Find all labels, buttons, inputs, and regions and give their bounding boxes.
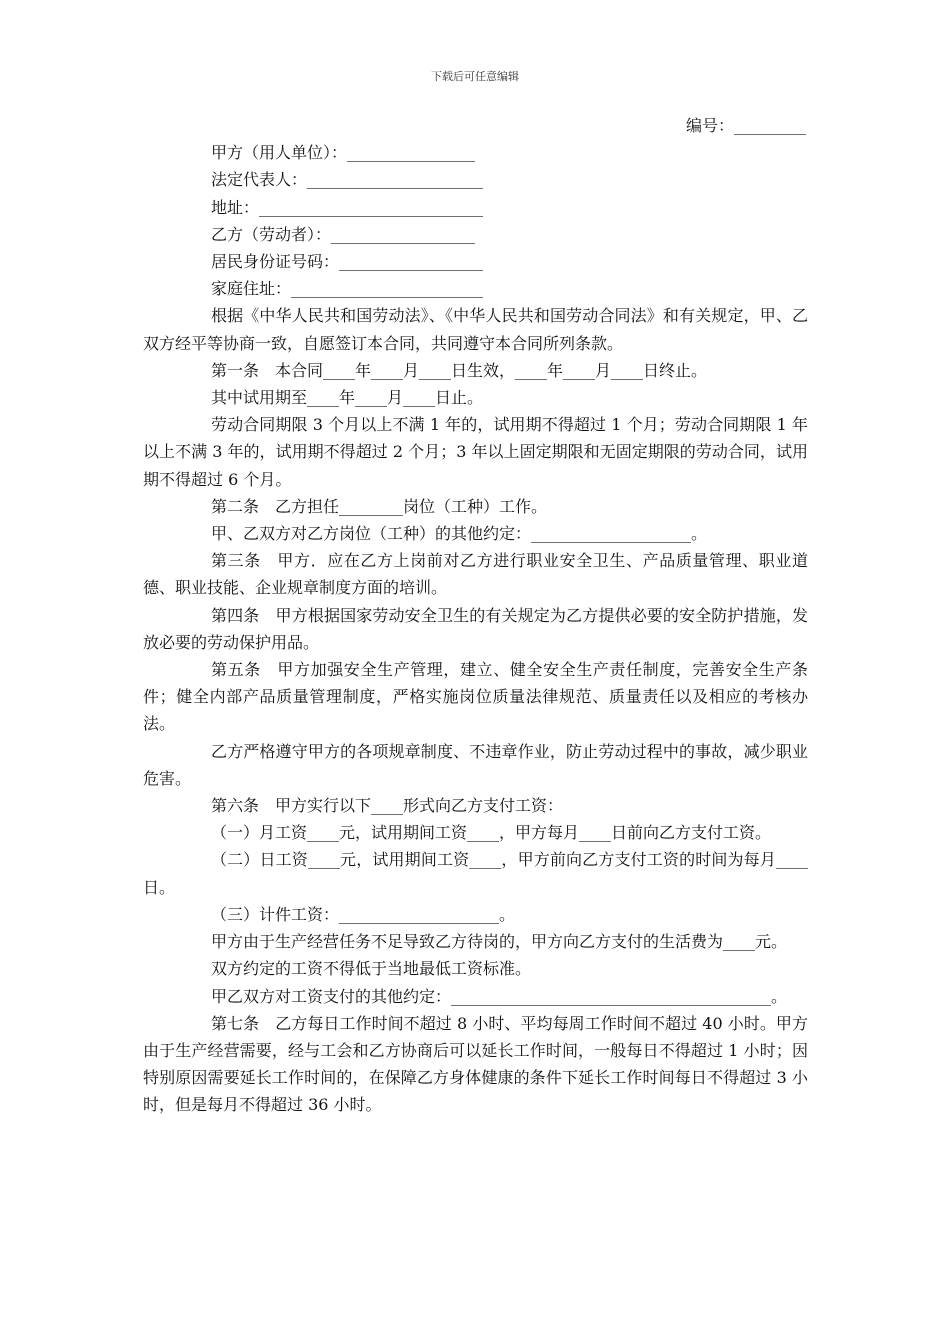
party-b-line: 乙方（劳动者）：__________________ — [211, 224, 476, 244]
paragraph-article-3: 第三条 甲方．应在乙方上岗前对乙方进行职业安全卫生、产品质量管理、职业道德、职业技能、企业规章制度方面的培训。 — [143, 551, 808, 598]
paragraph-monthly-wage: （一）月工资____元，试用期间工资____，甲方每月____日前向乙方支付工资。 — [211, 823, 772, 843]
contract-number: 编号：_________ — [685, 116, 806, 135]
paragraph-piece-wage: （三）计件工资：____________________。 — [211, 904, 516, 924]
paragraph-article-6: 第六条 甲方实行以下____形式向乙方支付工资： — [211, 796, 564, 816]
paragraph-other-wage-agreement: 甲乙双方对工资支付的其他约定：________________________________________。 — [211, 986, 788, 1006]
paragraph-probation: 其中试用期至____年____月____日止。 — [211, 388, 484, 408]
paragraph-article-2: 第二条 乙方担任________岗位（工种）工作。 — [211, 496, 548, 516]
paragraph-minimum-wage: 双方约定的工资不得低于当地最低工资标准。 — [211, 959, 532, 979]
paragraph-party-b-rules: 乙方严格遵守甲方的各项规章制度、不违章作业，防止劳动过程中的事故，减少职业危害。 — [143, 741, 808, 788]
home-address-line: 家庭住址：________________________ — [211, 279, 484, 299]
paragraph-standby-allowance: 甲方由于生产经营任务不足导致乙方待岗的，甲方向乙方支付的生活费为____元。 — [211, 932, 788, 952]
address-line: 地址：____________________________ — [211, 197, 484, 217]
paragraph-article-1: 第一条 本合同____年____月____日生效，____年____月____日终止。 — [211, 360, 708, 380]
paragraph-article-4: 第四条 甲方根据国家劳动安全卫生的有关规定为乙方提供必要的安全防护措施，发放必要的劳动保护用品。 — [143, 605, 808, 652]
party-a-line: 甲方（用人单位）：________________ — [211, 143, 476, 163]
paragraph-article-5: 第五条 甲方加强安全生产管理，建立、健全安全生产责任制度，完善安全生产条件；健全内部产品质量管理制度，严格实施岗位质量法律规范、质量责任以及相应的考核办法。 — [143, 660, 808, 734]
id-number-line: 居民身份证号码：__________________ — [211, 252, 484, 272]
paragraph-daily-wage: （二）日工资____元，试用期间工资____，甲方前向乙方支付工资的时间为每月____日。 — [143, 850, 808, 897]
paragraph-position-agreement: 甲、乙双方对乙方岗位（工种）的其他约定：____________________。 — [211, 524, 708, 544]
header-note: 下载后可任意编辑 — [431, 70, 519, 83]
contract-document — [143, 112, 808, 1119]
paragraph-preamble: 根据《中华人民共和国劳动法》、《中华人民共和国劳动合同法》和有关规定，甲、乙双方经平等协商一致，自愿签订本合同，共同遵守本合同所列条款。 — [143, 306, 808, 353]
legal-representative-line: 法定代表人：______________________ — [211, 170, 484, 190]
paragraph-article-7: 第七条 乙方每日工作时间不超过 8 小时、平均每周工作时间不超过 40 小时。甲方由于生产经营需要，经与工会和乙方协商后可以延长工作时间，一般每日不得超过 1 小时；因特别原因需要延长工作时间的，在保障乙方身体健康的条件下延长工作时间每日不得超过 3 小时，但是每月不得超过 36 小时。 — [143, 1013, 808, 1115]
paragraph-probation-rules: 劳动合同期限 3 个月以上不满 1 年的，试用期不得超过 1 个月；劳动合同期限 1 年以上不满 3 年的，试用期不得超过 2 个月；3 年以上固定期限和无固定期限的劳动合同，试用期不得超过 6 个月。 — [143, 415, 808, 489]
